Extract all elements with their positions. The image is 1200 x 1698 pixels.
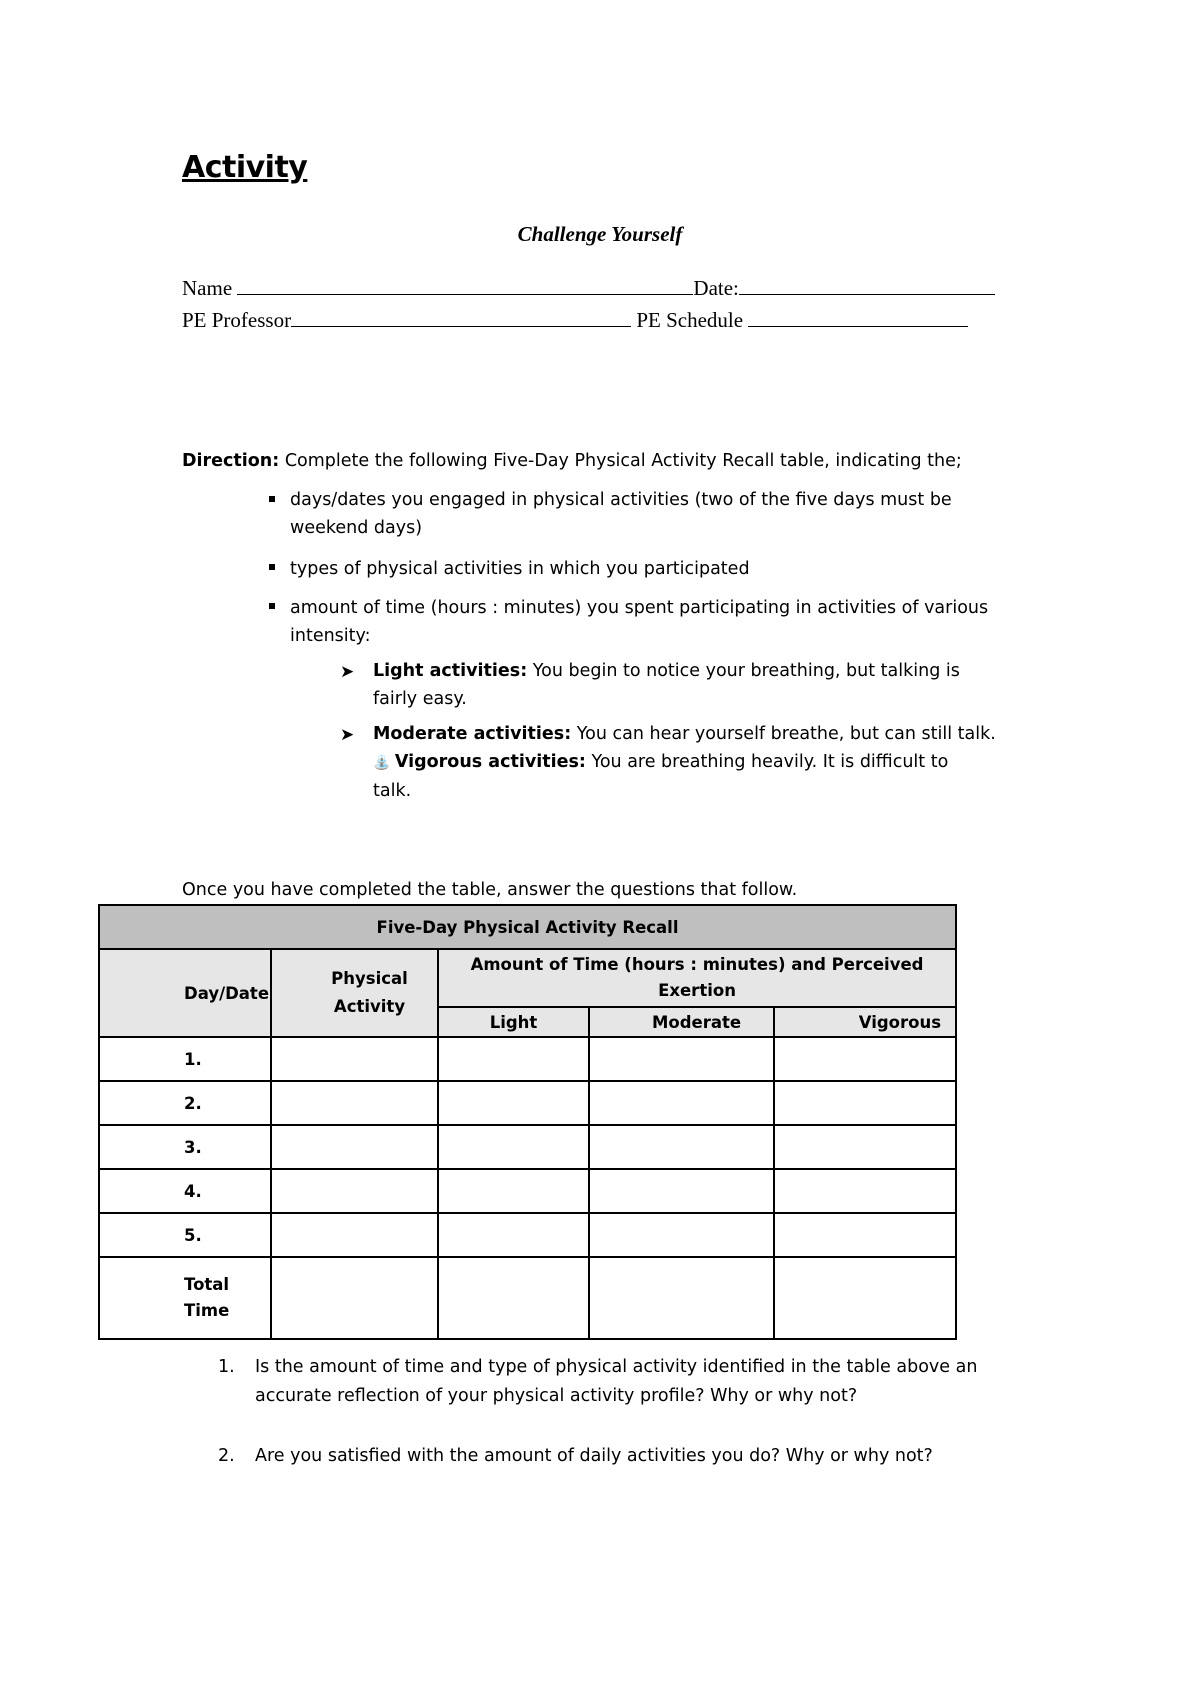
light-total-cell[interactable]	[438, 1257, 589, 1339]
direction-label: Direction:	[182, 451, 280, 471]
question-2-number: 2.	[218, 1446, 235, 1466]
professor-field[interactable]	[291, 308, 631, 327]
arrow-bullet-icon: ➤	[340, 725, 355, 745]
square-bullet-icon	[269, 603, 275, 609]
intensity-moderate-label: Moderate activities:	[373, 724, 572, 744]
table-title: Five-Day Physical Activity Recall	[99, 905, 956, 949]
question-1-text: Is the amount of time and type of physical activity identified in the table above an accurate reflection of your physical activity profile? Why or why not?	[255, 1357, 978, 1406]
vigorous-symbol-icon: ⛲	[373, 755, 395, 771]
table-row-total	[99, 1257, 956, 1339]
moderate-total-cell[interactable]	[589, 1257, 774, 1339]
vigorous-cell[interactable]	[774, 1037, 956, 1081]
direction-bullet-1: days/dates you engaged in physical activities (two of the five days must be weekend days)	[290, 490, 952, 538]
question-1-number: 1.	[218, 1357, 235, 1377]
intensity-moderate	[373, 720, 1013, 748]
moderate-cell[interactable]	[589, 1213, 774, 1257]
row-day-label: 5.	[99, 1213, 271, 1257]
direction-paragraph	[182, 447, 1062, 475]
name-date-row	[182, 276, 995, 301]
professor-label: PE Professor	[182, 308, 292, 332]
professor-schedule-row	[182, 308, 968, 333]
direction-bullet-3: amount of time (hours : minutes) you spent participating in activities of various intensity:	[290, 598, 989, 646]
page-subtitle: Challenge Yourself	[517, 222, 683, 246]
row-day-label: 3.	[99, 1125, 271, 1169]
intensity-light	[373, 657, 973, 713]
total-time-label: Total Time	[99, 1257, 271, 1339]
intensity-moderate-text: You can hear yourself breathe, but can still talk.	[571, 724, 996, 744]
table-row	[99, 1037, 956, 1081]
activity-cell[interactable]	[271, 1037, 438, 1081]
table-row	[99, 1213, 956, 1257]
moderate-cell[interactable]	[589, 1037, 774, 1081]
intensity-vigorous	[373, 748, 973, 805]
row-day-label: 2.	[99, 1081, 271, 1125]
activity-cell[interactable]	[271, 1169, 438, 1213]
square-bullet-icon	[269, 564, 275, 570]
light-cell[interactable]	[438, 1169, 589, 1213]
intensity-light-label: Light activities:	[373, 661, 528, 681]
square-bullet-icon	[269, 496, 275, 502]
activity-cell[interactable]	[271, 1081, 438, 1125]
light-cell[interactable]	[438, 1081, 589, 1125]
col-header-vigorous: Vigorous	[774, 1007, 956, 1037]
activity-cell[interactable]	[271, 1125, 438, 1169]
row-day-label: 1.	[99, 1037, 271, 1081]
col-header-time: Amount of Time (hours : minutes) and Perceived Exertion	[438, 949, 956, 1007]
direction-bullet-2: types of physical activities in which you participated	[290, 559, 750, 579]
intensity-light-text: You begin to notice your breathing, but talking is fairly easy.	[373, 661, 960, 709]
schedule-field[interactable]	[748, 308, 968, 327]
date-label: Date:	[693, 276, 739, 300]
vigorous-cell[interactable]	[774, 1125, 956, 1169]
col-header-day: Day/Date	[99, 949, 271, 1037]
activity-recall-table	[98, 904, 957, 1340]
activity-total-cell[interactable]	[271, 1257, 438, 1339]
vigorous-cell[interactable]	[774, 1213, 956, 1257]
col-header-activity: Physical Activity	[271, 949, 438, 1037]
activity-cell[interactable]	[271, 1213, 438, 1257]
moderate-cell[interactable]	[589, 1125, 774, 1169]
date-field[interactable]	[739, 276, 995, 295]
moderate-cell[interactable]	[589, 1081, 774, 1125]
light-cell[interactable]	[438, 1037, 589, 1081]
intensity-vigorous-text: You are breathing heavily. It is difficult to talk.	[373, 752, 949, 801]
light-cell[interactable]	[438, 1213, 589, 1257]
table-row	[99, 1081, 956, 1125]
arrow-bullet-icon: ➤	[340, 662, 355, 682]
intensity-vigorous-label: Vigorous activities:	[394, 752, 586, 772]
schedule-label: PE Schedule	[636, 308, 744, 332]
page-title: Activity	[182, 150, 308, 185]
table-row	[99, 1169, 956, 1213]
vigorous-cell[interactable]	[774, 1081, 956, 1125]
name-label: Name	[182, 276, 233, 300]
table-row	[99, 1125, 956, 1169]
vigorous-total-cell[interactable]	[774, 1257, 956, 1339]
moderate-cell[interactable]	[589, 1169, 774, 1213]
instruction-text: Once you have completed the table, answer the questions that follow.	[182, 880, 798, 900]
name-field[interactable]	[237, 276, 693, 295]
direction-text: Complete the following Five-Day Physical Activity Recall table, indicating the;	[279, 451, 962, 471]
row-day-label: 4.	[99, 1169, 271, 1213]
question-2-text: Are you satisfied with the amount of daily activities you do? Why or why not?	[255, 1446, 933, 1466]
vigorous-cell[interactable]	[774, 1169, 956, 1213]
col-header-moderate: Moderate	[589, 1007, 774, 1037]
light-cell[interactable]	[438, 1125, 589, 1169]
col-header-light: Light	[438, 1007, 589, 1037]
